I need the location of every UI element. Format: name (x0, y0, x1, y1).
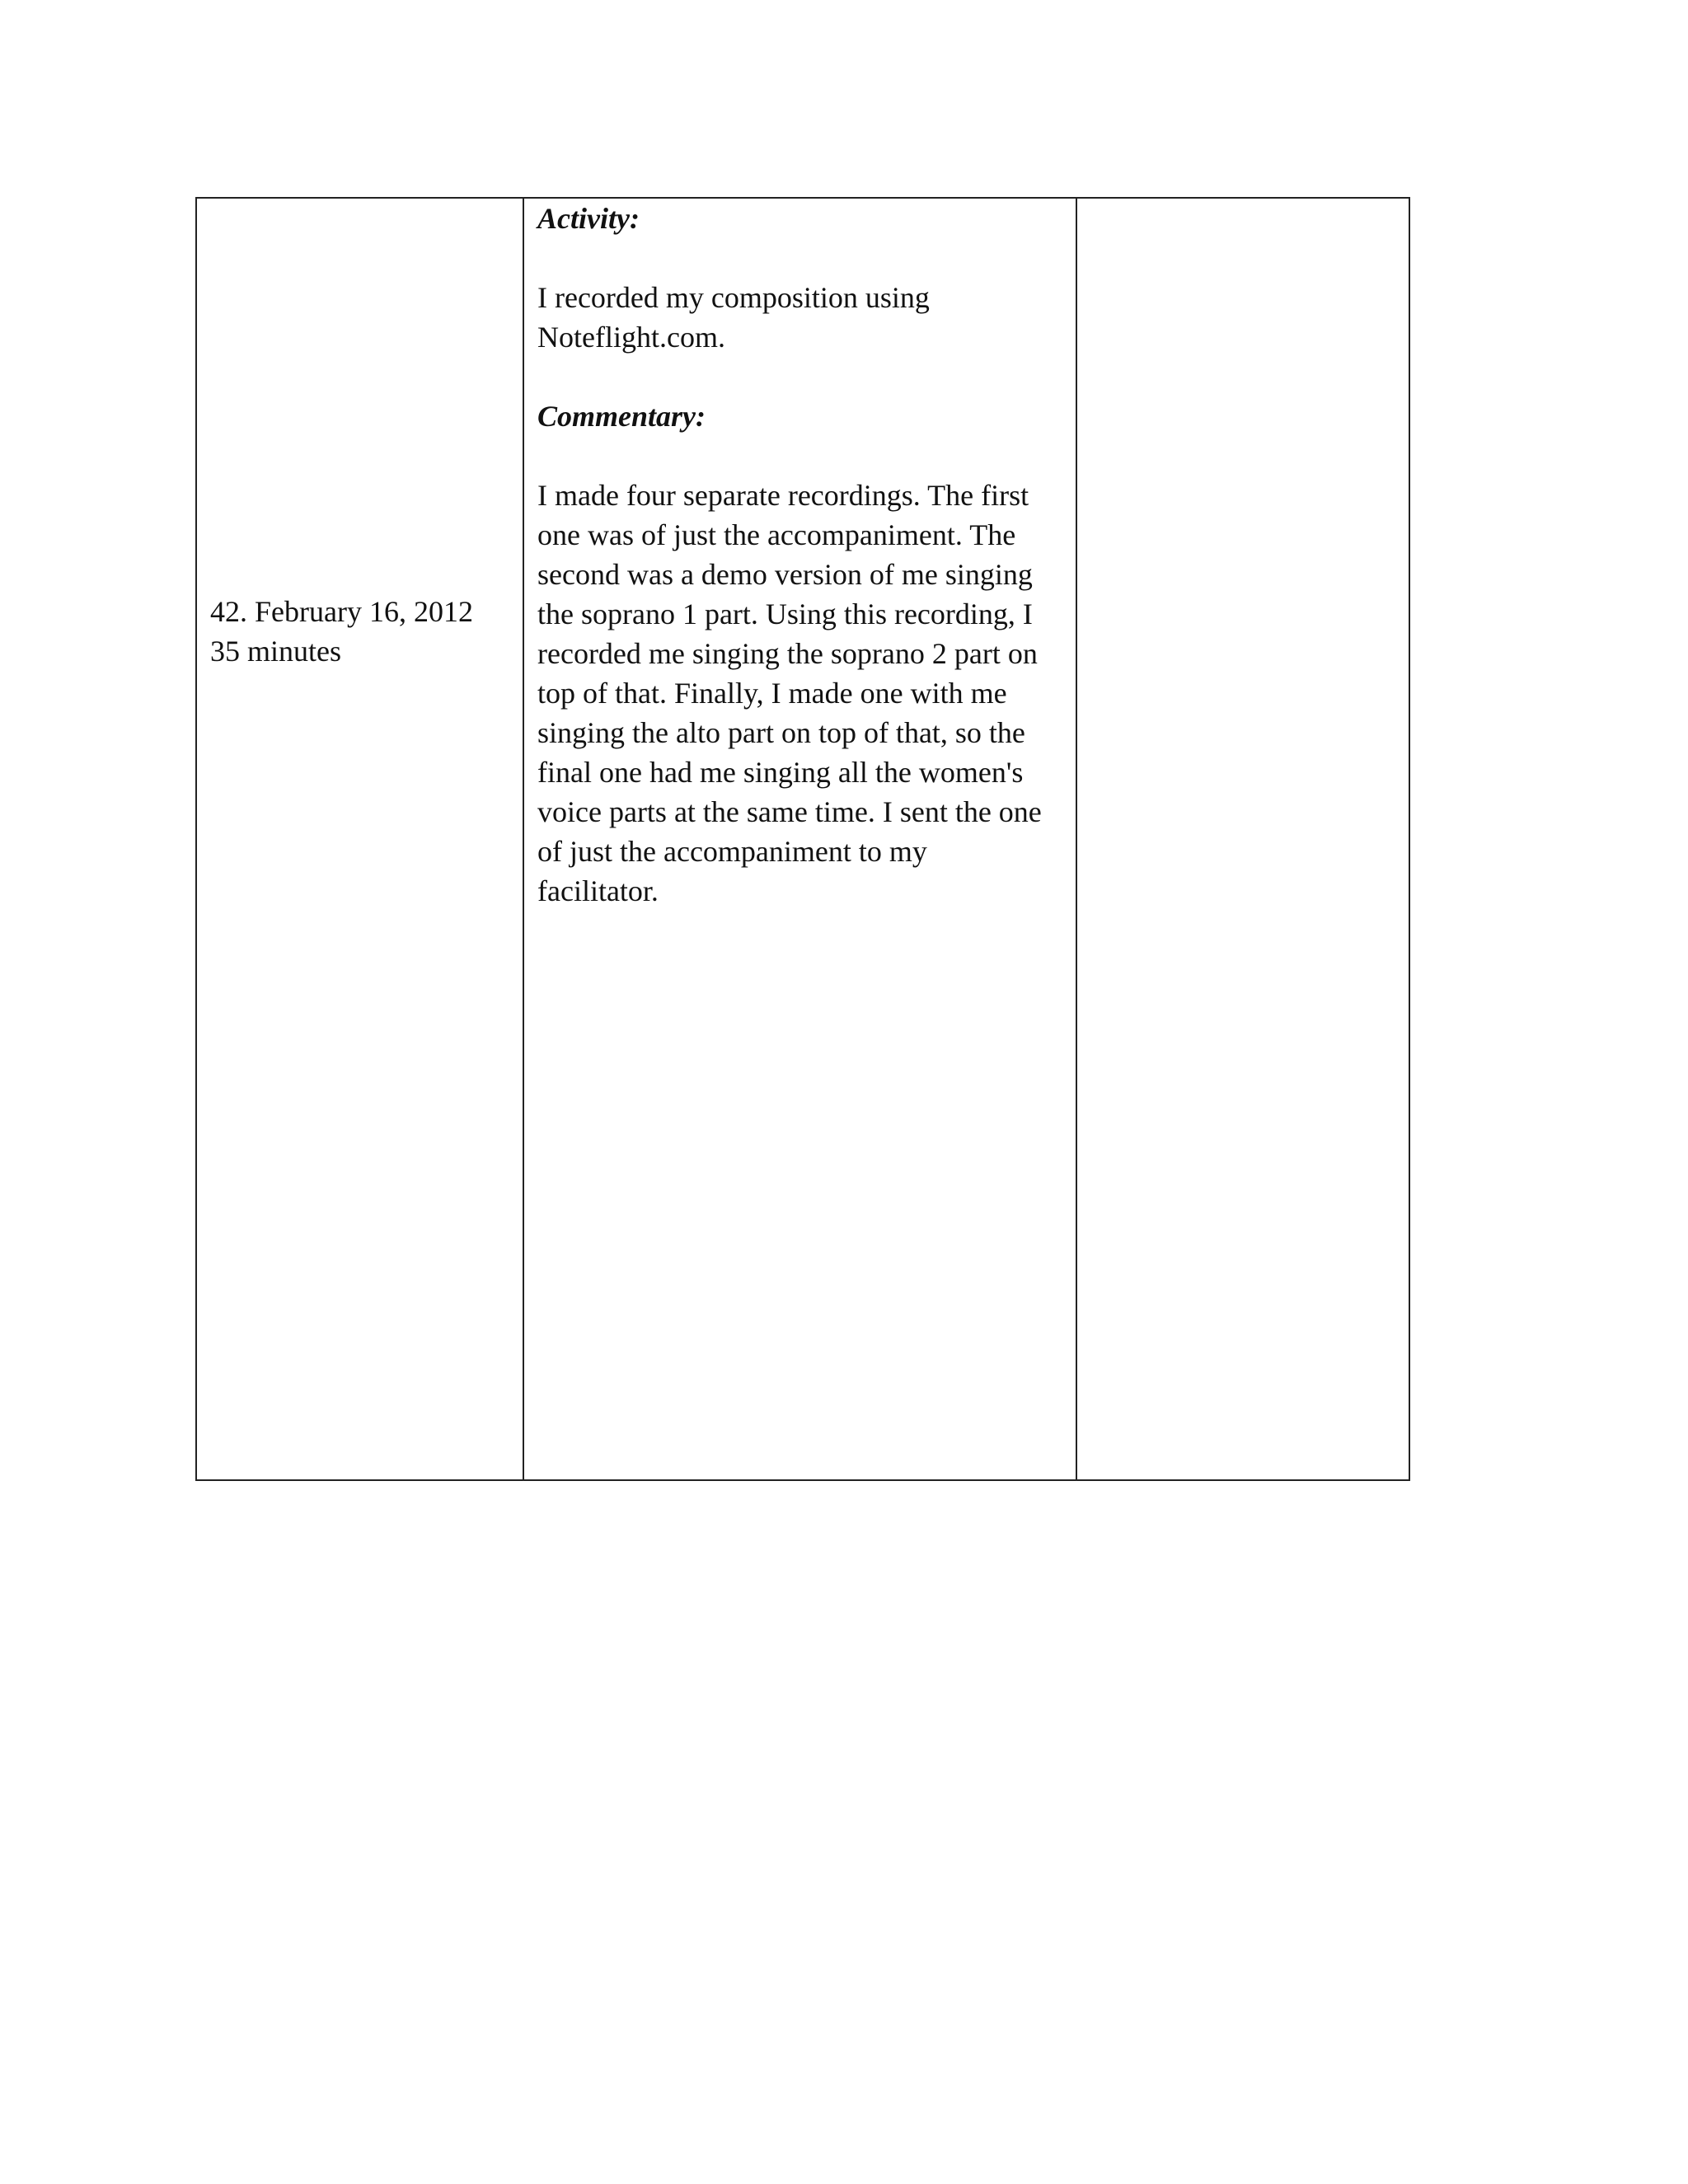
date-cell (197, 199, 524, 1479)
entry-duration: 35 minutes (210, 635, 341, 668)
description-cell (524, 199, 1077, 1479)
notes-cell (1077, 199, 1409, 1479)
commentary-line: I made four separate recordings. The first (537, 479, 1029, 512)
commentary-line: top of that. Finally, I made one with me (537, 677, 1007, 710)
activity-heading: Activity: (537, 202, 640, 235)
activity-line: I recorded my composition using (537, 281, 930, 314)
commentary-line: singing the alto part on top of that, so the (537, 716, 1025, 749)
commentary-line: of just the accompaniment to my (537, 835, 927, 868)
activity-line: Noteflight.com. (537, 321, 725, 354)
commentary-line: second was a demo version of me singing (537, 558, 1033, 591)
commentary-line: the soprano 1 part. Using this recording, I (537, 598, 1033, 630)
commentary-line: one was of just the accompaniment. The (537, 518, 1016, 551)
commentary-line: facilitator. (537, 874, 659, 907)
commentary-heading: Commentary: (537, 400, 706, 433)
spacer (537, 357, 1065, 396)
commentary-line: recorded me singing the soprano 2 part on (537, 637, 1038, 670)
description-block (537, 199, 1065, 911)
date-block (210, 592, 473, 671)
spacer (537, 238, 1065, 278)
log-table (195, 197, 1410, 1481)
commentary-line: final one had me singing all the women's (537, 756, 1024, 789)
entry-date: 42. February 16, 2012 (210, 595, 473, 628)
commentary-line: voice parts at the same time. I sent the one (537, 795, 1042, 828)
spacer (537, 436, 1065, 476)
